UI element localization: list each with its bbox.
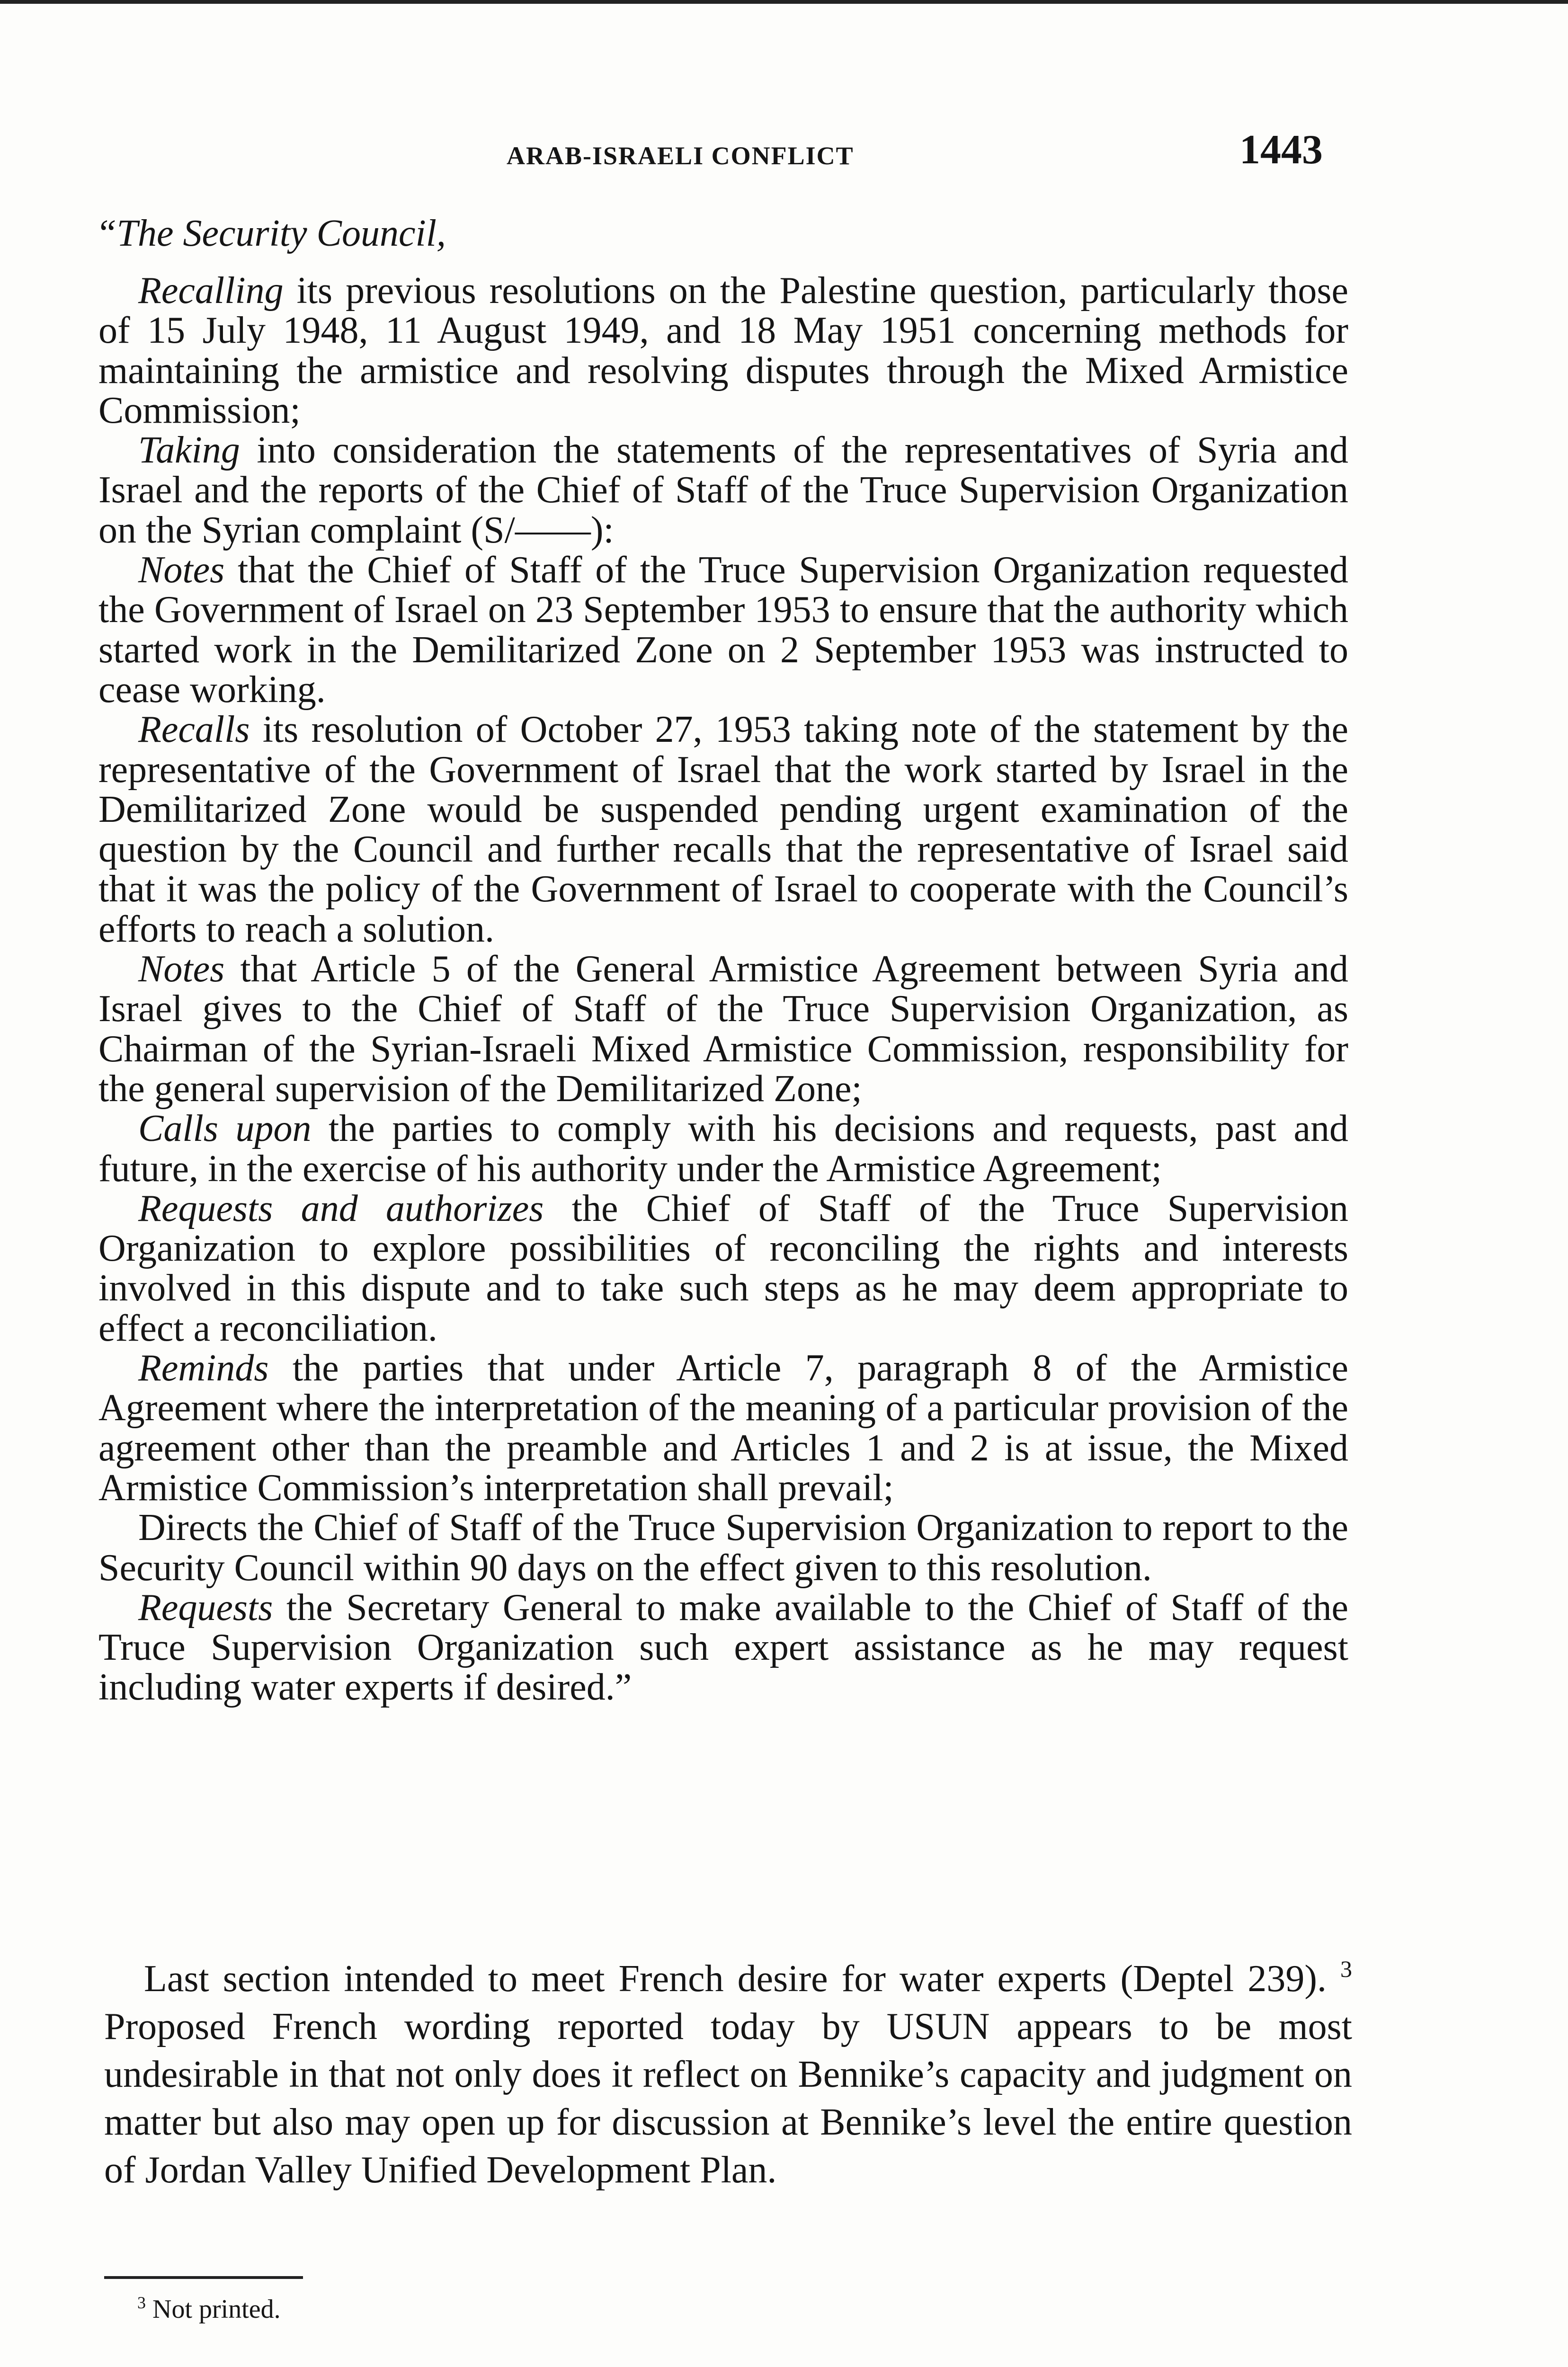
paragraph-text: that the Chief of Staff of the Truce Supervision Organization requested the Government of Israel on 23 September 1953 to ensure that the authority which started work in the Demilitarized Zone on 2 September 1953 was instructed to cease working. xyxy=(98,549,1348,711)
resolution-paragraph xyxy=(98,949,1348,1109)
paragraph-lead: Reminds xyxy=(138,1347,269,1389)
resolution-body xyxy=(98,271,1348,1708)
commentary-body xyxy=(104,1955,1352,2194)
resolution-paragraph xyxy=(98,550,1348,710)
resolution-paragraph xyxy=(98,430,1348,550)
paragraph-lead: Recalling xyxy=(138,270,284,311)
resolution-paragraph xyxy=(98,1508,1348,1588)
commentary-paragraph xyxy=(104,1955,1352,2194)
paragraph-lead: Notes xyxy=(138,549,225,591)
paragraph-lead: Taking xyxy=(138,429,240,472)
paragraph-text: Directs the Chief of Staff of the Truce Supervision Organization to report to the Security Council within 90 days on the effect given to this resolution. xyxy=(98,1507,1348,1589)
resolution-paragraph xyxy=(98,1189,1348,1348)
paragraph-lead: Calls upon xyxy=(138,1108,312,1150)
footnote-marker: 3 xyxy=(137,2293,146,2312)
resolution-opening: “The Security Council, xyxy=(96,213,446,254)
footnote-text: Not printed. xyxy=(146,2295,281,2324)
resolution-paragraph xyxy=(98,1109,1348,1189)
paragraph-text: that Article 5 of the General Armistice Agreement between Syria and Israel gives to the Chief of Staff of the Truce Supervision Organization, as Chairman of the Syrian-Israeli Mixed Armistice Commission, responsibility for the general supervision of the Demilitarized Zone; xyxy=(98,948,1348,1110)
footnote xyxy=(137,2294,281,2324)
paragraph-lead: Requests xyxy=(138,1586,273,1628)
paragraph-text: into consideration the statements of the representatives of Syria and Israel and the reports of the Chief of Staff of the Truce Supervision Organization on the Syrian complaint (S/——): xyxy=(98,429,1348,551)
resolution-paragraph xyxy=(98,1348,1348,1508)
page-number: 1443 xyxy=(1239,127,1323,173)
footnote-reference: 3 xyxy=(1340,1956,1353,1982)
commentary-text-continued: Proposed French wording reported today by USUN appears to be most undesirable in that not only does it reflect on Bennike’s capacity and judgment on matter but also may open up for discussion at Bennike’s level the entire question of Jordan Valley Unified Development Plan. xyxy=(104,2006,1352,2191)
paragraph-text: the Chief of Staff of the Truce Supervision Organization to explore possibilities of reconciling the rights and interests involved in this dispute and to take such steps as he may deem appropriate to effect a reconciliation. xyxy=(98,1187,1349,1349)
resolution-paragraph xyxy=(98,710,1348,949)
top-edge-rule xyxy=(0,0,1568,4)
footnote-separator xyxy=(104,2276,303,2279)
paragraph-lead: Requests and authorizes xyxy=(138,1187,544,1229)
running-title: ARAB-ISRAELI CONFLICT xyxy=(507,142,854,170)
resolution-paragraph xyxy=(98,271,1348,430)
paragraph-text: the parties to comply with his decisions and requests, past and future, in the exercise of his authority under the Armistice Agreement; xyxy=(98,1108,1349,1190)
paragraph-text: the parties that under Article 7, paragraph 8 of the Armistice Agreement where the interpretation of the meaning of a particular provision of the agreement other than the preamble and Articles 1 and 2 is at issue, the Mixed Armistice Commission’s interpretation shall prevail; xyxy=(98,1347,1348,1509)
resolution-paragraph xyxy=(98,1588,1348,1708)
paragraph-lead: Recalls xyxy=(138,709,250,751)
paragraph-text: its resolution of October 27, 1953 taking note of the statement by the representative of the Government of Israel that the work started by Israel in the Demilitarized Zone would be suspended pending urgent examination of the question by the Council and further recalls that the representative of Israel said that it was the policy of the Government of Israel to cooperate with the Council’s efforts to reach a solution. xyxy=(98,709,1348,950)
paragraph-text: its previous resolutions on the Palestine question, particularly those of 15 July 1948, 11 August 1949, and 18 May 1951 concerning methods for maintaining the armistice and resolving disputes through the Mixed Armistice Commission; xyxy=(98,270,1348,431)
paragraph-lead: Notes xyxy=(138,948,225,990)
paragraph-text: the Secretary General to make available to the Chief of Staff of the Truce Supervision Organization such expert assistance as he may request including water experts if desired.” xyxy=(98,1586,1348,1709)
commentary-text: Last section intended to meet French desire for water experts (Deptel 239). xyxy=(144,1958,1327,2000)
